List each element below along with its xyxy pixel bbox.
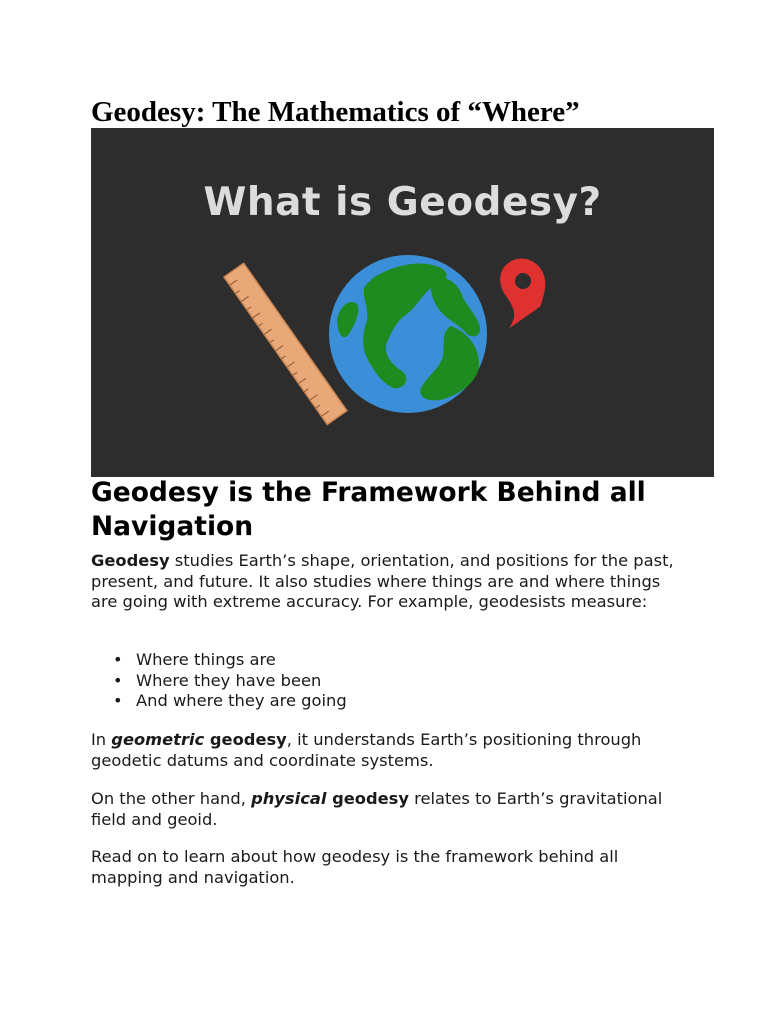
list-item-text: Where they have been [136,670,322,690]
list-item [91,650,347,671]
ruler-icon [224,263,347,424]
geodesy-term: geodesy [326,789,409,808]
hero-caption: What is Geodesy? [203,180,602,225]
geometric-term: geometric [111,730,205,749]
list-item [91,671,347,692]
closing-paragraph: Read on to learn about how geodesy is the framework behind all mapping and navigation. [91,847,619,887]
geodesy-term: Geodesy [91,551,170,570]
physical-term: physical [251,789,327,808]
hero-illustration [91,128,714,477]
geometric-paragraph [91,730,691,771]
geometric-text: , it understands Earth’s positioning through geodetic datums and coordinate systems. [91,730,642,770]
globe-icon [329,255,487,413]
intro-paragraph [91,551,691,613]
list-item-text: Where things are [136,650,276,669]
page-title: Geodesy: The Mathematics of “Where” [91,96,580,128]
bullet: • [113,670,123,690]
geometric-prefix: In [91,730,112,749]
list-item-text: And where they are going [136,691,347,710]
list-item [91,691,347,712]
physical-prefix: On the other hand, [91,789,252,808]
physical-paragraph [91,789,691,830]
map-pin-icon [478,250,558,329]
section-heading: Geodesy is the Framework Behind all Navigation [91,477,646,542]
geodesy-term: geodesy [204,730,287,749]
hero-image [91,128,714,477]
physical-text: relates to Earth’s gravitational field and geoid. [91,789,663,829]
bullet: • [113,691,123,710]
intro-text: studies Earth’s shape, orientation, and positions for the past, present, and future. It also studies where things are and where things are going with extreme accuracy. For example, geodesists measure: [91,551,674,611]
bullet: • [113,650,123,669]
measure-list [91,650,347,712]
